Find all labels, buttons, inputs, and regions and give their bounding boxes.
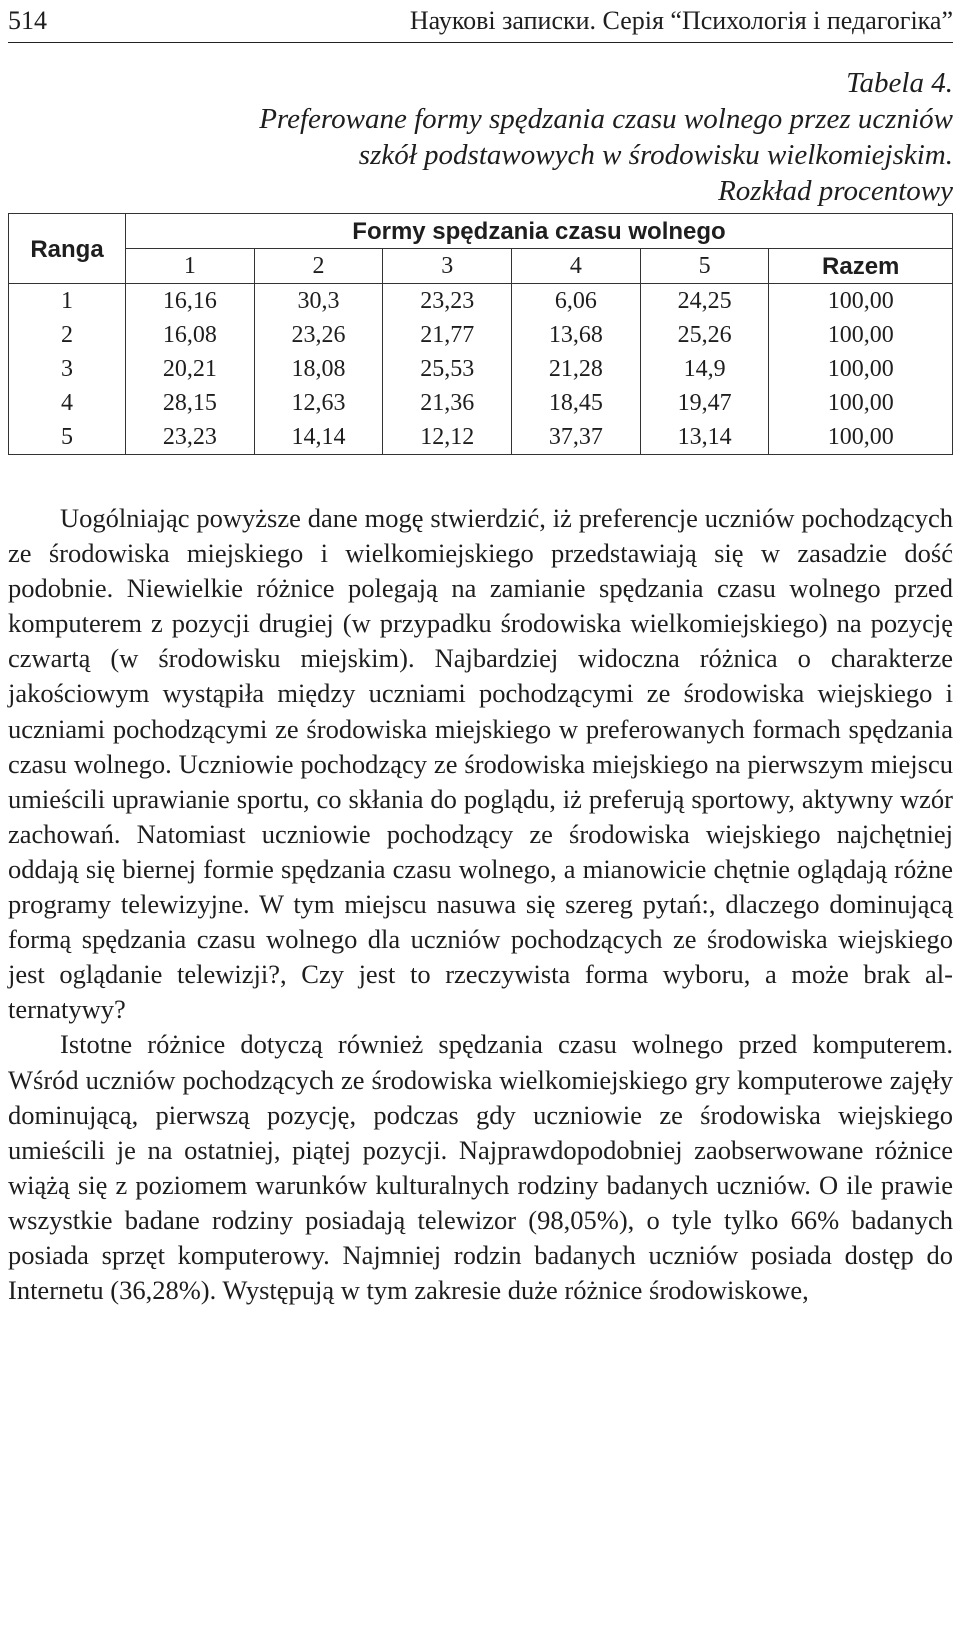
table-cell: 21,77	[383, 318, 512, 352]
paragraph: Uogólniając powyższe dane mogę stwierdzić, iż preferencje uczniów pochodzących ze środowiska miejskiego i wielkomiejskiego przedstawiają się w zasadzie dość podobnie. Niewielkie różnice polegają na zamianie spędzania czasu wolnego przed komputerem z pozycji drugiej (w przypadku środowiska wielkomiejskiego) na pozycję czwartą (w środowisku miejskim). Najbardziej widoczna różnica o charakterze jakościowym wystąpiła między uczniami pochodzącymi ze środowiska wiejskiego i uczniami pochodzącymi ze środowiska miejskiego w preferowanych formach spędzania czasu wolnego. Uczniowie pochodzący ze środowiska miejskiego na pierwszym miejscu umieścili uprawianie sportu, co skłania do poglądu, iż preferują sportowy, aktywny wzór zachowań. Natomiast uczniowie pochodzący ze środowiska wiejskiego najchętniej oddają się biernej formie spędzania czasu wolnego, a mianowicie chętnie oglądają różne programy telewizyjne. W tym miejscu nasuwa się szereg pytań:, dlaczego dominującą formą spędzania czasu wolnego dla uczniów pochodzących ze środowiska wiejskiego jest oglądanie telewizji?, Czy jest to rzeczywista forma wyboru, a może brak alternatywy?	[8, 503, 953, 1025]
table-cell: 6,06	[512, 284, 641, 319]
table-row	[9, 352, 953, 386]
table-cell: 28,15	[126, 386, 255, 420]
table-row	[9, 386, 953, 420]
table-cell: 18,45	[512, 386, 641, 420]
table-cell: 20,21	[126, 352, 255, 386]
table-cell: 23,23	[383, 284, 512, 319]
table-cell: 100,00	[769, 318, 953, 352]
body-text	[8, 501, 953, 1308]
table-cell: 25,53	[383, 352, 512, 386]
table-cell: 23,23	[126, 420, 255, 455]
table-cell: 4	[9, 386, 126, 420]
column-header: 4	[512, 249, 641, 284]
document-page	[8, 0, 953, 1308]
table-cell: 13,68	[512, 318, 641, 352]
table-cell: 19,47	[640, 386, 769, 420]
table-title-line-1: Preferowane formy spędzania czasu wolnego przez uczniów	[259, 103, 953, 135]
table-cell: 5	[9, 420, 126, 455]
table-cell: 2	[9, 318, 126, 352]
table-cell: 14,14	[254, 420, 383, 455]
table-cell: 37,37	[512, 420, 641, 455]
table-caption	[8, 65, 953, 209]
table-cell: 13,14	[640, 420, 769, 455]
table-title-line-2: szkół podstawowych w środowisku wielkomiejskim.	[358, 139, 953, 171]
table-label: Tabela 4.	[846, 67, 953, 99]
table-cell: 3	[9, 352, 126, 386]
table-cell: 100,00	[769, 284, 953, 319]
column-header: 5	[640, 249, 769, 284]
table-cell: 16,16	[126, 284, 255, 319]
column-group-header: Formy spędzania czasu wolnego	[126, 214, 953, 249]
page-number: 514	[8, 6, 47, 35]
table-cell: 14,9	[640, 352, 769, 386]
table-cell: 12,63	[254, 386, 383, 420]
table-cell: 18,08	[254, 352, 383, 386]
table-cell: 24,25	[640, 284, 769, 319]
data-table	[8, 213, 953, 455]
table-cell: 100,00	[769, 352, 953, 386]
column-header: Razem	[769, 249, 953, 284]
column-header: 3	[383, 249, 512, 284]
table-cell: 100,00	[769, 420, 953, 455]
table-cell: 1	[9, 284, 126, 319]
journal-title: Наукові записки. Серія “Психологія і педагогіка”	[409, 6, 953, 35]
table-header-row	[9, 214, 953, 249]
table-cell: 21,36	[383, 386, 512, 420]
table-cell: 12,12	[383, 420, 512, 455]
table-cell: 23,26	[254, 318, 383, 352]
column-header: 1	[126, 249, 255, 284]
table-title-line-3: Rozkład procentowy	[718, 175, 953, 207]
table-row	[9, 318, 953, 352]
table-cell: 21,28	[512, 352, 641, 386]
paragraph: Istotne różnice dotyczą również spędzania czasu wolnego przed komputerem. Wśród uczniów pochodzących ze środowiska wielkomiejskiego gry komputerowe zajęły dominującą, pierwszą pozycję, podczas gdy uczniowie ze środowiska wiejskiego umieścili je na ostatniej, piątej pozycji. Najprawdopodobniej zaobserwowane różnice wiążą się z poziomem warunków kulturalnych rodziny badanych uczniów. O ile prawie wszystkie badane rodziny posiadają telewizor (98,05%), o tyle tylko 66% badanych posiada sprzęt komputerowy. Najmniej rodzin badanych uczniów posiada dostęp do Internetu (36,28%). Występują w tym zakresie duże różnice środowiskowe,	[8, 1029, 953, 1306]
running-header	[8, 0, 953, 43]
table-subheader-row	[9, 249, 953, 284]
table-cell: 25,26	[640, 318, 769, 352]
table-cell: 30,3	[254, 284, 383, 319]
table-cell: 16,08	[126, 318, 255, 352]
column-header: 2	[254, 249, 383, 284]
column-header-ranga: Ranga	[9, 214, 126, 284]
table-row	[9, 284, 953, 319]
table-cell: 100,00	[769, 386, 953, 420]
table-row	[9, 420, 953, 455]
